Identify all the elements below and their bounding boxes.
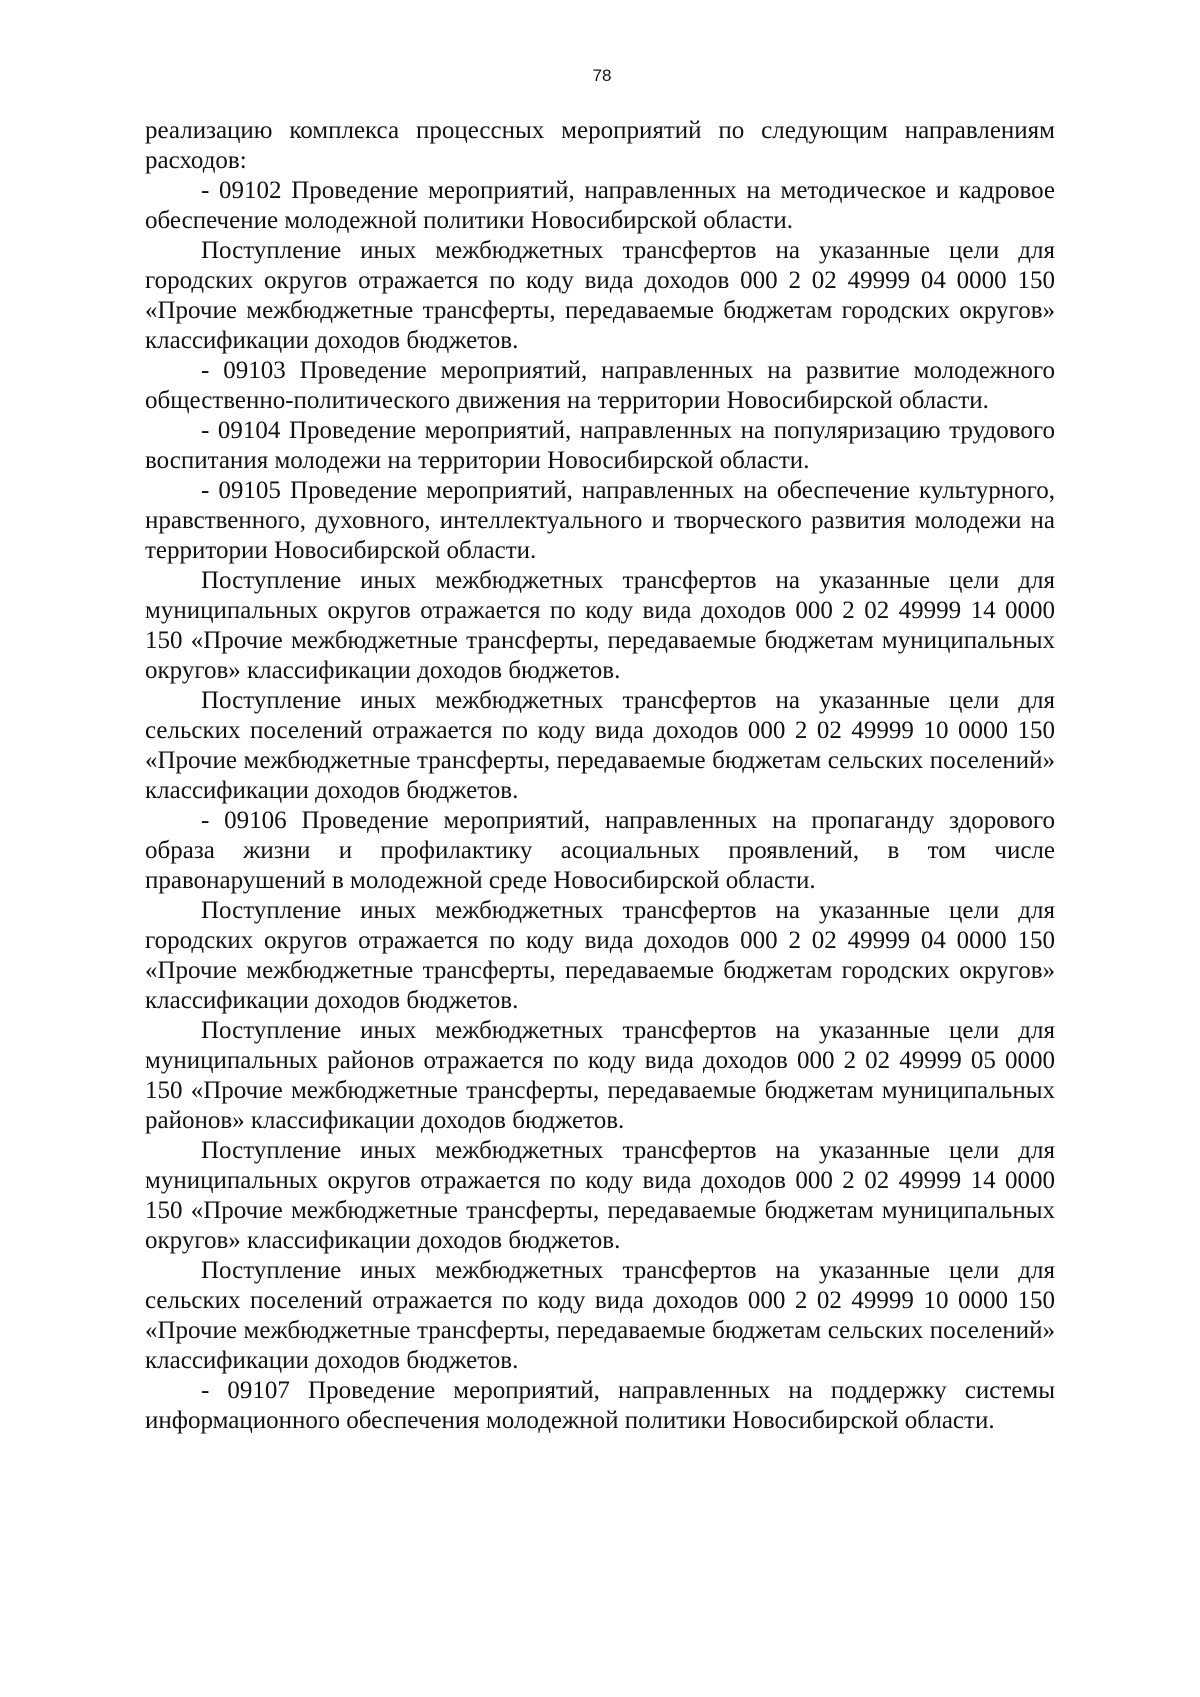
paragraph-09102: - 09102 Проведение мероприятий, направленных на методическое и кадровое обеспечение молодежной политики Новосибирской области. bbox=[145, 177, 1055, 234]
page-number: 78 bbox=[592, 66, 612, 85]
paragraph-09104: - 09104 Проведение мероприятий, направленных на популяризацию трудового воспитания молодежи на территории Новосибирской области. bbox=[145, 417, 1055, 474]
paragraph-transfer-city-districts: Поступление иных межбюджетных трансфертов на указанные цели для городских округов отражается по коду вида доходов 000 2 02 49999 04 0000 150 «Прочие межбюджетные трансферты, передаваемые бюджетам городских округов» классификации доходов бюджетов. bbox=[145, 897, 1055, 1014]
paragraph-09105: - 09105 Проведение мероприятий, направленных на обеспечение культурного, нравственного, духовного, интеллектуального и творческого развития молодежи на территории Новосибирской области. bbox=[145, 477, 1055, 564]
paragraph-intro: реализацию комплекса процессных мероприятий по следующим направлениям расходов: bbox=[145, 117, 1055, 174]
paragraph-09103: - 09103 Проведение мероприятий, направленных на развитие молодежного общественно-политического движения на территории Новосибирской области. bbox=[145, 357, 1055, 414]
document-page bbox=[145, 66, 1055, 1436]
paragraph-transfer-municipal-districts: Поступление иных межбюджетных трансфертов на указанные цели для муниципальных округов отражается по коду вида доходов 000 2 02 49999 14 0000 150 «Прочие межбюджетные трансферты, передаваемые бюджетам муниципальных округов» классификации доходов бюджетов. bbox=[145, 1137, 1055, 1254]
paragraph-09107: - 09107 Проведение мероприятий, направленных на поддержку системы информационного обеспечения молодежной политики Новосибирской области. bbox=[145, 1377, 1055, 1434]
paragraph-transfer-rural-settlements: Поступление иных межбюджетных трансфертов на указанные цели для сельских поселений отражается по коду вида доходов 000 2 02 49999 10 0000 150 «Прочие межбюджетные трансферты, передаваемые бюджетам сельских поселений» классификации доходов бюджетов. bbox=[145, 687, 1055, 804]
paragraph-transfer-rural-settlements: Поступление иных межбюджетных трансфертов на указанные цели для сельских поселений отражается по коду вида доходов 000 2 02 49999 10 0000 150 «Прочие межбюджетные трансферты, передаваемые бюджетам сельских поселений» классификации доходов бюджетов. bbox=[145, 1257, 1055, 1374]
paragraph-transfer-city-districts: Поступление иных межбюджетных трансфертов на указанные цели для городских округов отражается по коду вида доходов 000 2 02 49999 04 0000 150 «Прочие межбюджетные трансферты, передаваемые бюджетам городских округов» классификации доходов бюджетов. bbox=[145, 237, 1055, 354]
paragraph-transfer-municipal-regions: Поступление иных межбюджетных трансфертов на указанные цели для муниципальных районов отражается по коду вида доходов 000 2 02 49999 05 0000 150 «Прочие межбюджетные трансферты, передаваемые бюджетам муниципальных районов» классификации доходов бюджетов. bbox=[145, 1017, 1055, 1134]
paragraph-transfer-municipal-districts: Поступление иных межбюджетных трансфертов на указанные цели для муниципальных округов отражается по коду вида доходов 000 2 02 49999 14 0000 150 «Прочие межбюджетные трансферты, передаваемые бюджетам муниципальных округов» классификации доходов бюджетов. bbox=[145, 567, 1055, 684]
paragraph-09106: - 09106 Проведение мероприятий, направленных на пропаганду здорового образа жизни и профилактику асоциальных проявлений, в том числе правонарушений в молодежной среде Новосибирской области. bbox=[145, 807, 1055, 894]
